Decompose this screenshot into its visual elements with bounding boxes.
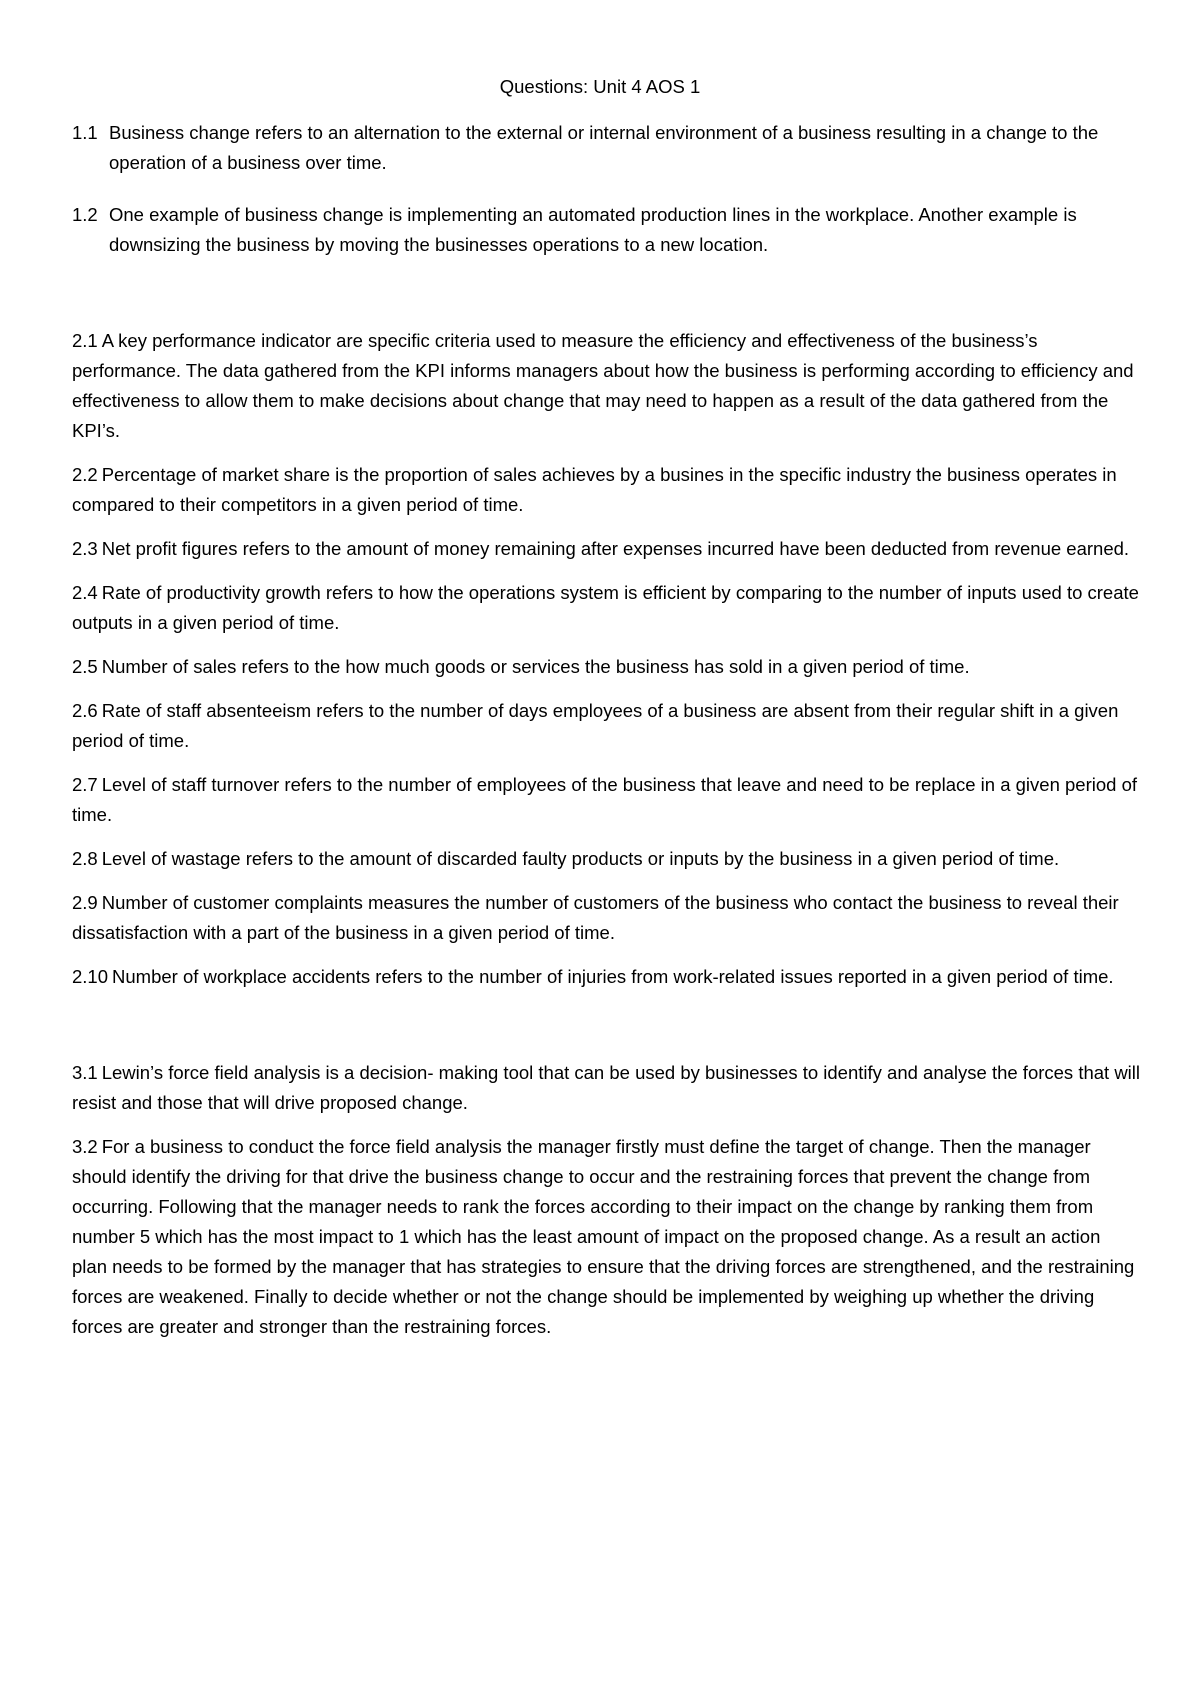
document-title: Questions: Unit 4 AOS 1 [499, 76, 701, 97]
answer-text: Net profit figures refers to the amount of money remaining after expenses incurred have been deducted from revenue earned. [101, 538, 1130, 559]
answer-2-9 [72, 888, 1140, 948]
answer-text: Number of workplace accidents refers to the number of injuries from work-related issues reported in a given period of time. [112, 966, 1114, 987]
answer-number: 2.2 [72, 464, 98, 485]
answer-2-5 [72, 652, 1140, 682]
answer-2-1 [72, 326, 1140, 446]
answer-text: One example of business change is implementing an automated production lines in the workplace. Another example is downsizing the business by moving the businesses operations to a new location. [109, 204, 1077, 255]
answer-text: Number of customer complaints measures the number of customers of the business who contact the business to reveal their dissatisfaction with a part of the business in a given period of time. [72, 892, 1119, 943]
document-body [72, 118, 1140, 1356]
answer-text: Lewin’s force field analysis is a decision- making tool that can be used by businesses to identify and analyse the forces that will resist and those that will drive proposed change. [72, 1062, 1141, 1113]
answer-number: 1.1 [72, 122, 98, 143]
answer-1-2 [72, 200, 1140, 260]
answer-number: 2.7 [72, 774, 98, 795]
answer-2-6 [72, 696, 1140, 756]
answer-text: Number of sales refers to the how much goods or services the business has sold in a given period of time. [101, 656, 970, 677]
answer-number: 2.8 [72, 848, 98, 869]
answer-2-7 [72, 770, 1140, 830]
answer-1-1 [72, 118, 1140, 178]
answer-text: Level of wastage refers to the amount of discarded faulty products or inputs by the business in a given period of time. [101, 848, 1060, 869]
answer-text: A key performance indicator are specific criteria used to measure the efficiency and effectiveness of the business’s performance. The data gathered from the KPI informs managers about how the business is performing according to efficiency and effectiveness to allow them to make decisions about change that may need to happen as a result of the data gathered from the KPI’s. [72, 330, 1134, 441]
answer-3-1 [72, 1058, 1140, 1118]
answer-number: 2.10 [72, 966, 109, 987]
answer-number: 2.6 [72, 700, 98, 721]
answer-number: 2.4 [72, 582, 98, 603]
answer-text: Rate of productivity growth refers to how the operations system is efficient by comparing to the number of inputs used to create outputs in a given period of time. [72, 582, 1139, 633]
answer-number: 3.2 [72, 1136, 98, 1157]
answer-text: Business change refers to an alternation to the external or internal environment of a business resulting in a change to the operation of a business over time. [109, 122, 1099, 173]
answer-number: 2.1 [72, 330, 98, 351]
answer-number: 3.1 [72, 1062, 98, 1083]
answer-text: For a business to conduct the force field analysis the manager firstly must define the target of change. Then the manager should identify the driving for that drive the business change to occur and the restraining forces that prevent the change from occurring. Following that the manager needs to rank the forces according to their impact on the change by ranking them from number 5 which has the most impact to 1 which has the least amount of impact on the proposed change. As a result an action plan needs to be formed by the manager that has strategies to ensure that the driving forces are strengthened, and the restraining forces are weakened. Finally to decide whether or not the change should be implemented by weighing up whether the driving forces are greater and stronger than the restraining forces. [72, 1136, 1135, 1337]
answer-text: Percentage of market share is the proportion of sales achieves by a busines in the specific industry the business operates in compared to their competitors in a given period of time. [72, 464, 1117, 515]
answer-number: 1.2 [72, 204, 98, 225]
answer-number: 2.3 [72, 538, 98, 559]
answer-2-2 [72, 460, 1140, 520]
answer-number: 2.5 [72, 656, 98, 677]
answer-2-3 [72, 534, 1140, 564]
answer-2-4 [72, 578, 1140, 638]
answer-text: Rate of staff absenteeism refers to the number of days employees of a business are absent from their regular shift in a given period of time. [72, 700, 1119, 751]
answer-number: 2.9 [72, 892, 98, 913]
answer-2-8 [72, 844, 1140, 874]
answer-3-2 [72, 1132, 1140, 1342]
answer-text: Level of staff turnover refers to the number of employees of the business that leave and need to be replace in a given period of time. [72, 774, 1137, 825]
answer-2-10 [72, 962, 1140, 992]
